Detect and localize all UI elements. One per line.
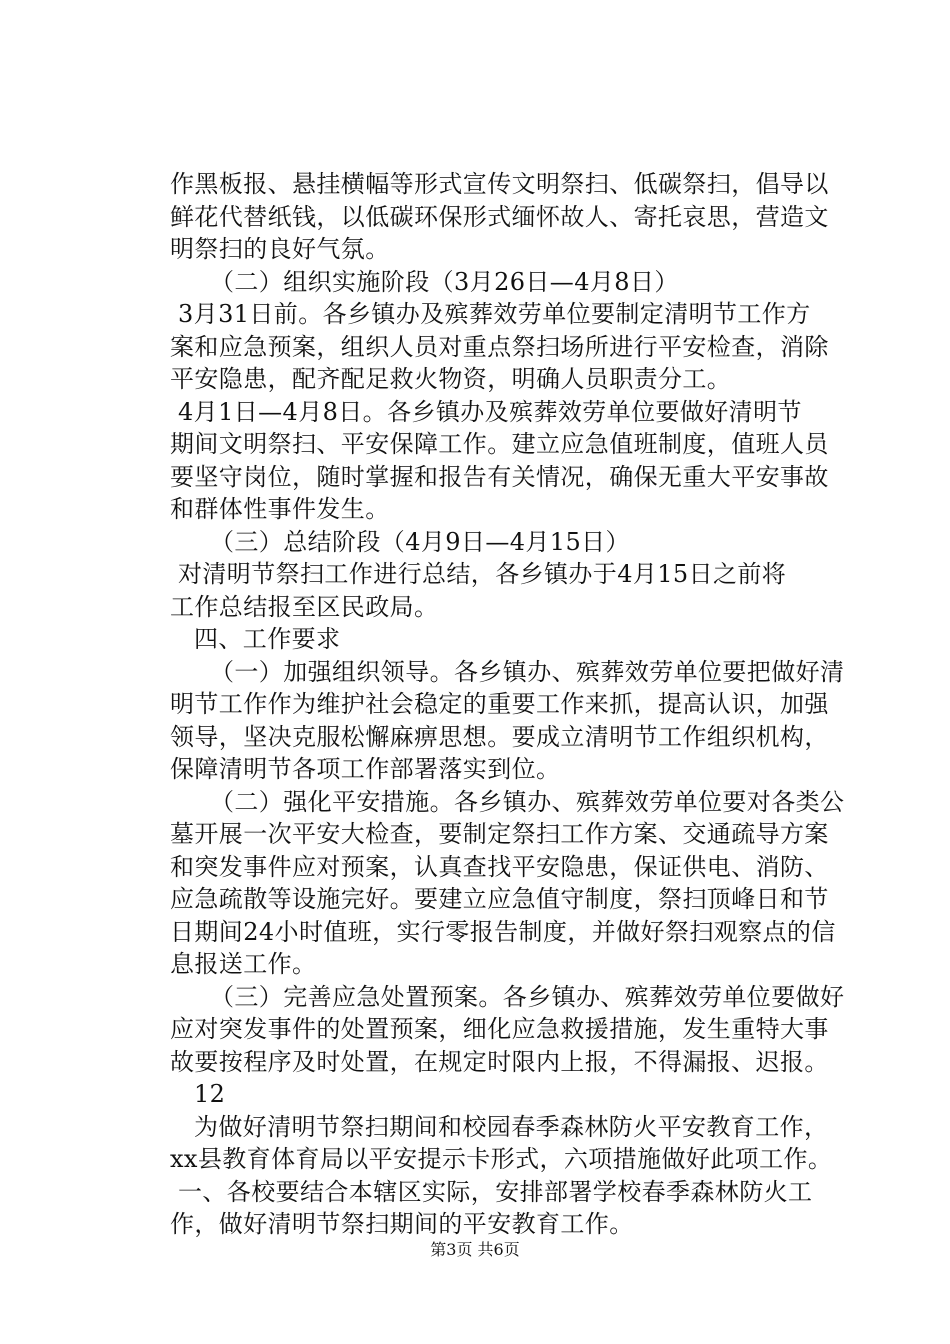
text-line: 和群体性事件发生。 (170, 495, 390, 523)
text-line: （二）组织实施阶段（3月26日—4月8日） (210, 267, 679, 296)
text-line: 4月1日—4月8日。各乡镇办及殡葬效劳单位要做好清明节 (178, 397, 802, 426)
document-body (170, 168, 845, 1241)
text-line: 保障清明节各项工作部署落实到位。 (170, 755, 561, 783)
text-line: 应对突发事件的处置预案，细化应急救援措施，发生重特大事 (170, 1015, 829, 1043)
text-line: 四、工作要求 (194, 625, 341, 653)
text-line: 要坚守岗位，随时掌握和报告有关情况，确保无重大平安事故 (170, 462, 829, 491)
text-line: 期间文明祭扫、平安保障工作。建立应急值班制度，值班人员 (170, 430, 829, 458)
text-line: xx县教育体育局以平安提示卡形式，六项措施做好此项工作。 (170, 1145, 833, 1173)
text-line: 对清明节祭扫工作进行总结，各乡镇办于4月15日之前将 (178, 560, 787, 588)
text-line: 12 (194, 1080, 226, 1108)
text-line: 和突发事件应对预案，认真查找平安隐患，保证供电、消防、 (170, 852, 829, 881)
text-line: 为做好清明节祭扫期间和校园春季森林防火平安教育工作， (194, 1112, 829, 1141)
text-line: 应急疏散等设施完好。要建立应急值守制度，祭扫顶峰日和节 (170, 885, 829, 913)
text-line: 3月31日前。各乡镇办及殡葬效劳单位要制定清明节工作方 (178, 300, 811, 328)
text-line: 墓开展一次平安大检查，要制定祭扫工作方案、交通疏导方案 (170, 820, 829, 848)
text-line: 领导，坚决克服松懈麻痹思想。要成立清明节工作组织机构， (170, 722, 829, 751)
text-line: 一、各校要结合本辖区实际，安排部署学校春季森林防火工 (178, 1177, 813, 1206)
text-line: （二）强化平安措施。各乡镇办、殡葬效劳单位要对各类公 (210, 787, 845, 816)
text-line: 作，做好清明节祭扫期间的平安教育工作。 (170, 1210, 634, 1238)
text-line: 作黑板报、悬挂横幅等形式宣传文明祭扫、低碳祭扫，倡导以 (170, 170, 829, 198)
text-line: （一）加强组织领导。各乡镇办、殡葬效劳单位要把做好清 (210, 657, 845, 686)
text-line: 案和应急预案，组织人员对重点祭扫场所进行平安检查，消除 (170, 332, 829, 361)
text-line: （三）完善应急处置预案。各乡镇办、殡葬效劳单位要做好 (210, 982, 845, 1011)
text-line: 故要按程序及时处置，在规定时限内上报，不得漏报、迟报。 (170, 1047, 829, 1076)
text-line: 明祭扫的良好气氛。 (170, 235, 390, 263)
text-line: 日期间24小时值班，实行零报告制度，并做好祭扫观察点的信 (170, 917, 836, 946)
text-line: 平安隐患，配齐配足救火物资，明确人员职责分工。 (170, 365, 732, 393)
text-line: 鲜花代替纸钱，以低碳环保形式缅怀故人、寄托哀思，营造文 (170, 202, 829, 231)
text-line: 工作总结报至区民政局。 (170, 592, 439, 621)
text-line: 息报送工作。 (170, 950, 317, 978)
text-line: （三）总结阶段（4月9日—4月15日） (210, 527, 630, 556)
page-footer: 第3页 共6页 (430, 1240, 520, 1259)
text-line: 明节工作作为维护社会稳定的重要工作来抓，提高认识，加强 (170, 690, 829, 718)
